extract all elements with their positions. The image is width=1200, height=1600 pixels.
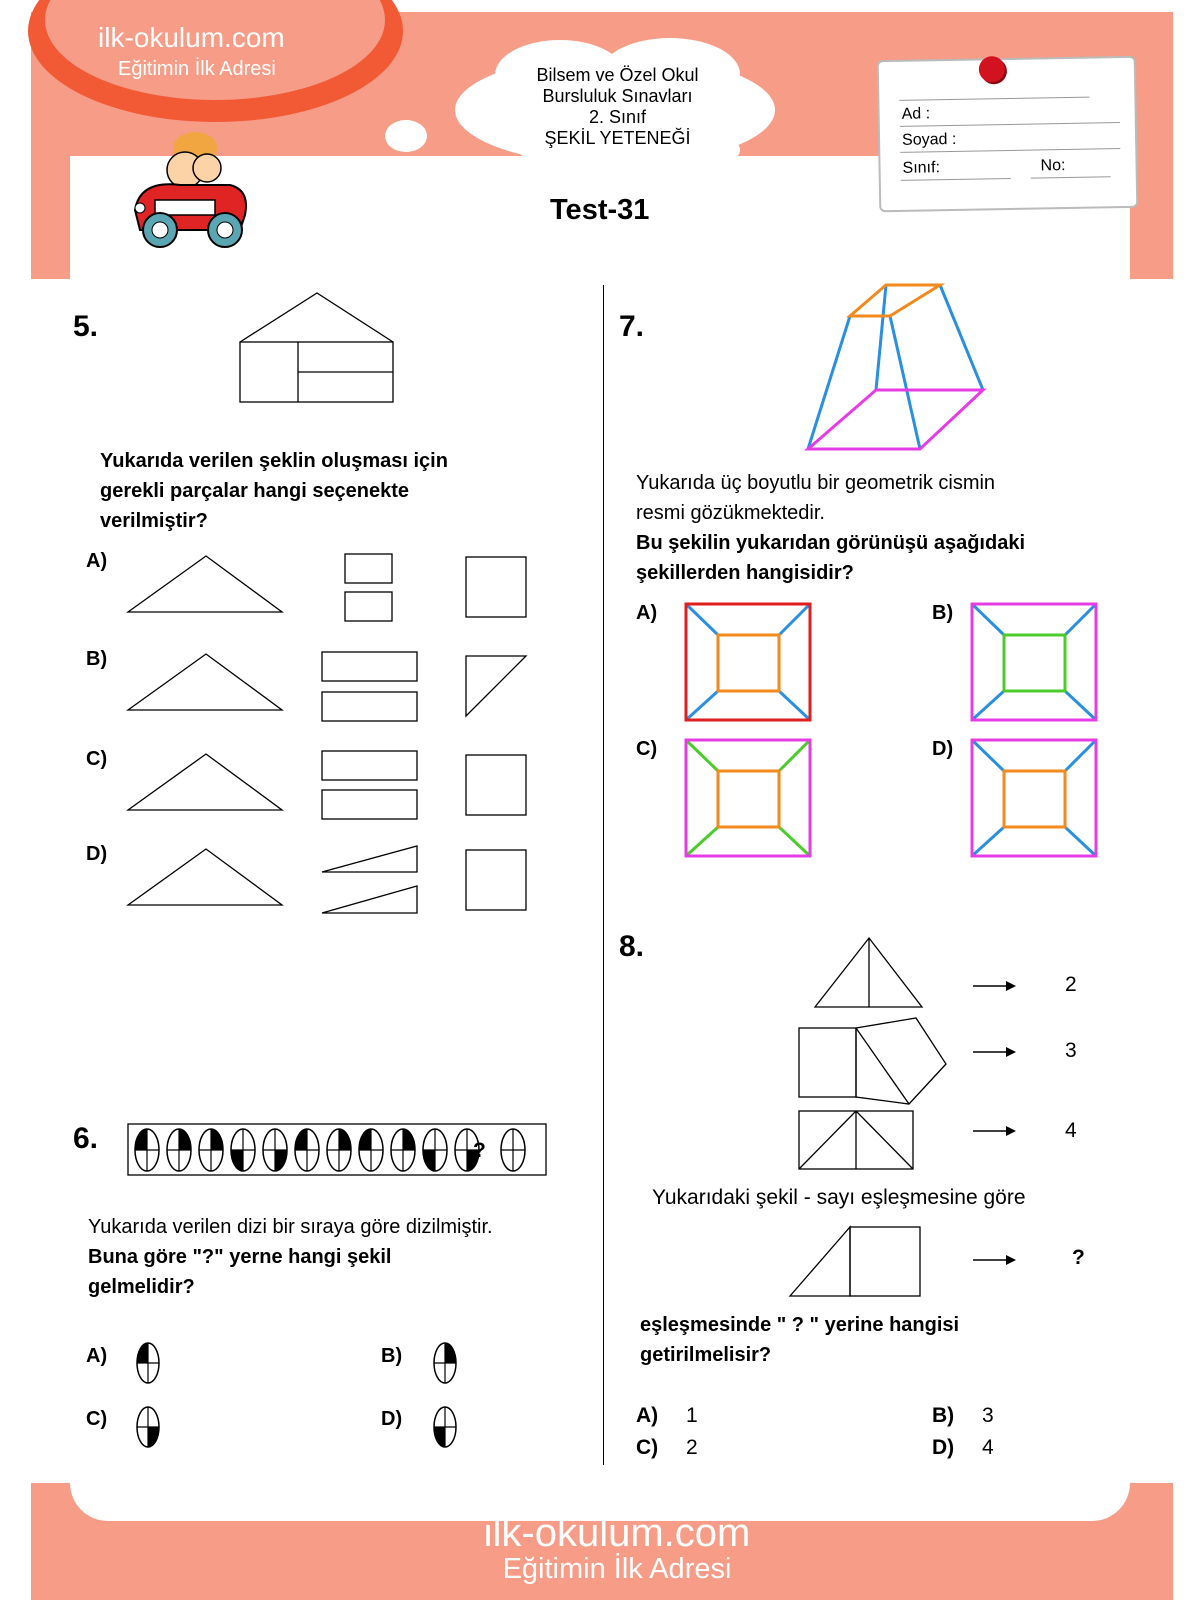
- q8-option-c[interactable]: [636, 1436, 698, 1460]
- no-input[interactable]: [1031, 176, 1111, 178]
- q8-option-a[interactable]: [636, 1404, 698, 1428]
- footer-site[interactable]: ilk-okulum.com: [483, 1511, 751, 1555]
- q7-option-a[interactable]: A): [636, 602, 658, 624]
- quadrant-oval-icon: [135, 1129, 159, 1171]
- q6-question-mark: ?: [473, 1139, 486, 1162]
- card-no-label: No:: [1040, 156, 1066, 175]
- q7-line-4: şekillerden hangisidir?: [636, 562, 854, 584]
- q7-option-c[interactable]: C): [636, 738, 658, 760]
- q8-value-2: 3: [1065, 1039, 1077, 1062]
- q8-line-2: getirilmelisir?: [640, 1344, 772, 1366]
- q8-option-d-label: D): [932, 1436, 955, 1459]
- q8-option-b[interactable]: [932, 1404, 994, 1428]
- q8-option-b-value: 3: [982, 1404, 994, 1427]
- q8-arrow-icon: [973, 1046, 1017, 1058]
- card-ad-label: Ad :: [901, 105, 931, 123]
- q8-question-figure: [787, 1224, 923, 1299]
- q8-option-a-value: 1: [686, 1404, 698, 1427]
- q5-house-figure: [230, 290, 405, 415]
- q6-question: [88, 1212, 493, 1302]
- q5-option-c-shapes[interactable]: [125, 748, 535, 828]
- q6-number: 6.: [73, 1122, 99, 1155]
- q5-option-b[interactable]: B): [86, 648, 108, 670]
- q7-option-b-view[interactable]: [970, 602, 1100, 724]
- quadrant-oval-icon: [199, 1129, 223, 1171]
- quadrant-oval-icon: [327, 1129, 351, 1171]
- q6-line-3: gelmelidir?: [88, 1276, 195, 1298]
- ad-input[interactable]: [900, 122, 1120, 127]
- q5-option-a-shapes[interactable]: [125, 550, 535, 625]
- q8-value-1: 2: [1065, 973, 1077, 996]
- q8-question: [640, 1310, 959, 1370]
- q8-option-d-value: 4: [982, 1436, 994, 1459]
- quadrant-oval-icon: [167, 1129, 191, 1171]
- q6-option-a[interactable]: A): [86, 1345, 108, 1367]
- q8-option-c-value: 2: [686, 1436, 698, 1459]
- quadrant-oval-icon: [263, 1129, 287, 1171]
- q8-line-1: eşleşmesinde " ? " yerine hangisi: [640, 1314, 960, 1336]
- quadrant-oval-icon: [295, 1129, 319, 1171]
- quadrant-oval-icon: [137, 1407, 159, 1447]
- card-soyad-label: Soyad :: [901, 130, 957, 149]
- q7-line-1: Yukarıda üç boyutlu bir geometrik cismin: [636, 472, 996, 494]
- q6-option-c-shape[interactable]: [135, 1405, 161, 1449]
- q8-triangle-figure: [812, 935, 927, 1010]
- card-line: [899, 97, 1089, 101]
- q7-frustum-figure: [800, 282, 990, 457]
- name-card: [877, 56, 1139, 212]
- test-title: Test-31: [550, 194, 650, 226]
- exam-line-2: Bursluluk Sınavları: [542, 86, 693, 106]
- q8-caption: Yukarıdaki şekil - sayı eşleşmesine göre: [652, 1186, 1026, 1209]
- q8-value-3: 4: [1065, 1119, 1077, 1142]
- sinif-input[interactable]: [901, 178, 1011, 181]
- thought-dot: [385, 120, 427, 152]
- q6-line-2: Buna göre "?" yerne hangi şekil: [88, 1246, 392, 1268]
- quadrant-oval-icon: [501, 1129, 525, 1171]
- q5-line-3: verilmiştir?: [100, 510, 208, 532]
- q6-option-d-shape[interactable]: [432, 1405, 458, 1449]
- q7-option-a-view[interactable]: [684, 602, 814, 724]
- q7-option-c-view[interactable]: [684, 738, 814, 860]
- q5-option-d-shapes[interactable]: [125, 843, 535, 923]
- q6-line-1: Yukarıda verilen dizi bir sıraya göre dizilmiştir.: [88, 1216, 493, 1238]
- q7-option-b[interactable]: B): [932, 602, 954, 624]
- q5-option-b-shapes[interactable]: [125, 648, 535, 728]
- cartoon-car-icon: [125, 130, 260, 255]
- q7-question: [636, 468, 1025, 588]
- column-divider: [603, 285, 604, 1465]
- thought-dot: [272, 205, 290, 219]
- quadrant-oval-icon: [434, 1407, 456, 1447]
- exam-title: [500, 65, 735, 149]
- q6-option-b[interactable]: B): [381, 1345, 403, 1367]
- q7-line-3: Bu şekilin yukarıdan görünüşü aşağıdaki: [636, 532, 1025, 554]
- q5-option-c[interactable]: C): [86, 748, 108, 770]
- q6-option-c[interactable]: C): [86, 1408, 108, 1430]
- q5-line-2: gerekli parçalar hangi seçenekte: [100, 480, 410, 502]
- logo-site[interactable]: ilk-okulum.com: [98, 22, 285, 53]
- q7-option-d-view[interactable]: [970, 738, 1100, 860]
- exam-line-3: 2. Sınıf: [588, 107, 647, 127]
- pin-icon: [979, 56, 1005, 82]
- thought-dot: [300, 186, 324, 204]
- q8-number: 8.: [619, 930, 645, 963]
- q6-option-b-shape[interactable]: [432, 1341, 458, 1385]
- q5-option-d[interactable]: D): [86, 843, 108, 865]
- exam-line-1: Bilsem ve Özel Okul: [536, 65, 699, 85]
- quadrant-oval-icon: [231, 1129, 255, 1171]
- card-sinif-label: Sınıf:: [902, 159, 941, 177]
- thought-dot: [335, 160, 367, 184]
- exam-line-4: ŞEKİL YETENEĞİ: [544, 128, 691, 148]
- q8-rectangle-figure: [796, 1108, 916, 1173]
- quadrant-oval-icon: [137, 1343, 159, 1383]
- q5-question: [100, 446, 448, 536]
- quadrant-oval-icon: [423, 1129, 447, 1171]
- q5-option-a[interactable]: A): [86, 550, 108, 572]
- q8-arrow-icon: [973, 980, 1017, 992]
- q7-number: 7.: [619, 310, 645, 343]
- q8-option-b-label: B): [932, 1404, 955, 1427]
- q5-line-1: Yukarıda verilen şeklin oluşması için: [100, 450, 448, 472]
- footer-slogan: Eğitimin İlk Adresi: [502, 1553, 732, 1585]
- q6-option-a-shape[interactable]: [135, 1341, 161, 1385]
- q8-option-c-label: C): [636, 1436, 659, 1459]
- q7-line-2: resmi gözükmektedir.: [636, 502, 825, 524]
- q8-unknown: ?: [1072, 1246, 1085, 1269]
- q6-option-d[interactable]: D): [381, 1408, 403, 1430]
- q8-option-d[interactable]: [932, 1436, 994, 1460]
- q5-number: 5.: [73, 310, 99, 343]
- quadrant-oval-icon: [391, 1129, 415, 1171]
- q8-arrow-icon: [973, 1125, 1017, 1137]
- quadrant-oval-icon: [359, 1129, 383, 1171]
- q8-square-pentagon-figure: [796, 1012, 956, 1108]
- q7-option-d[interactable]: D): [932, 738, 954, 760]
- q8-arrow-icon: [973, 1254, 1017, 1266]
- quadrant-oval-icon: [434, 1343, 456, 1383]
- q8-option-a-label: A): [636, 1404, 659, 1427]
- logo-slogan: Eğitimin İlk Adresi: [118, 58, 276, 80]
